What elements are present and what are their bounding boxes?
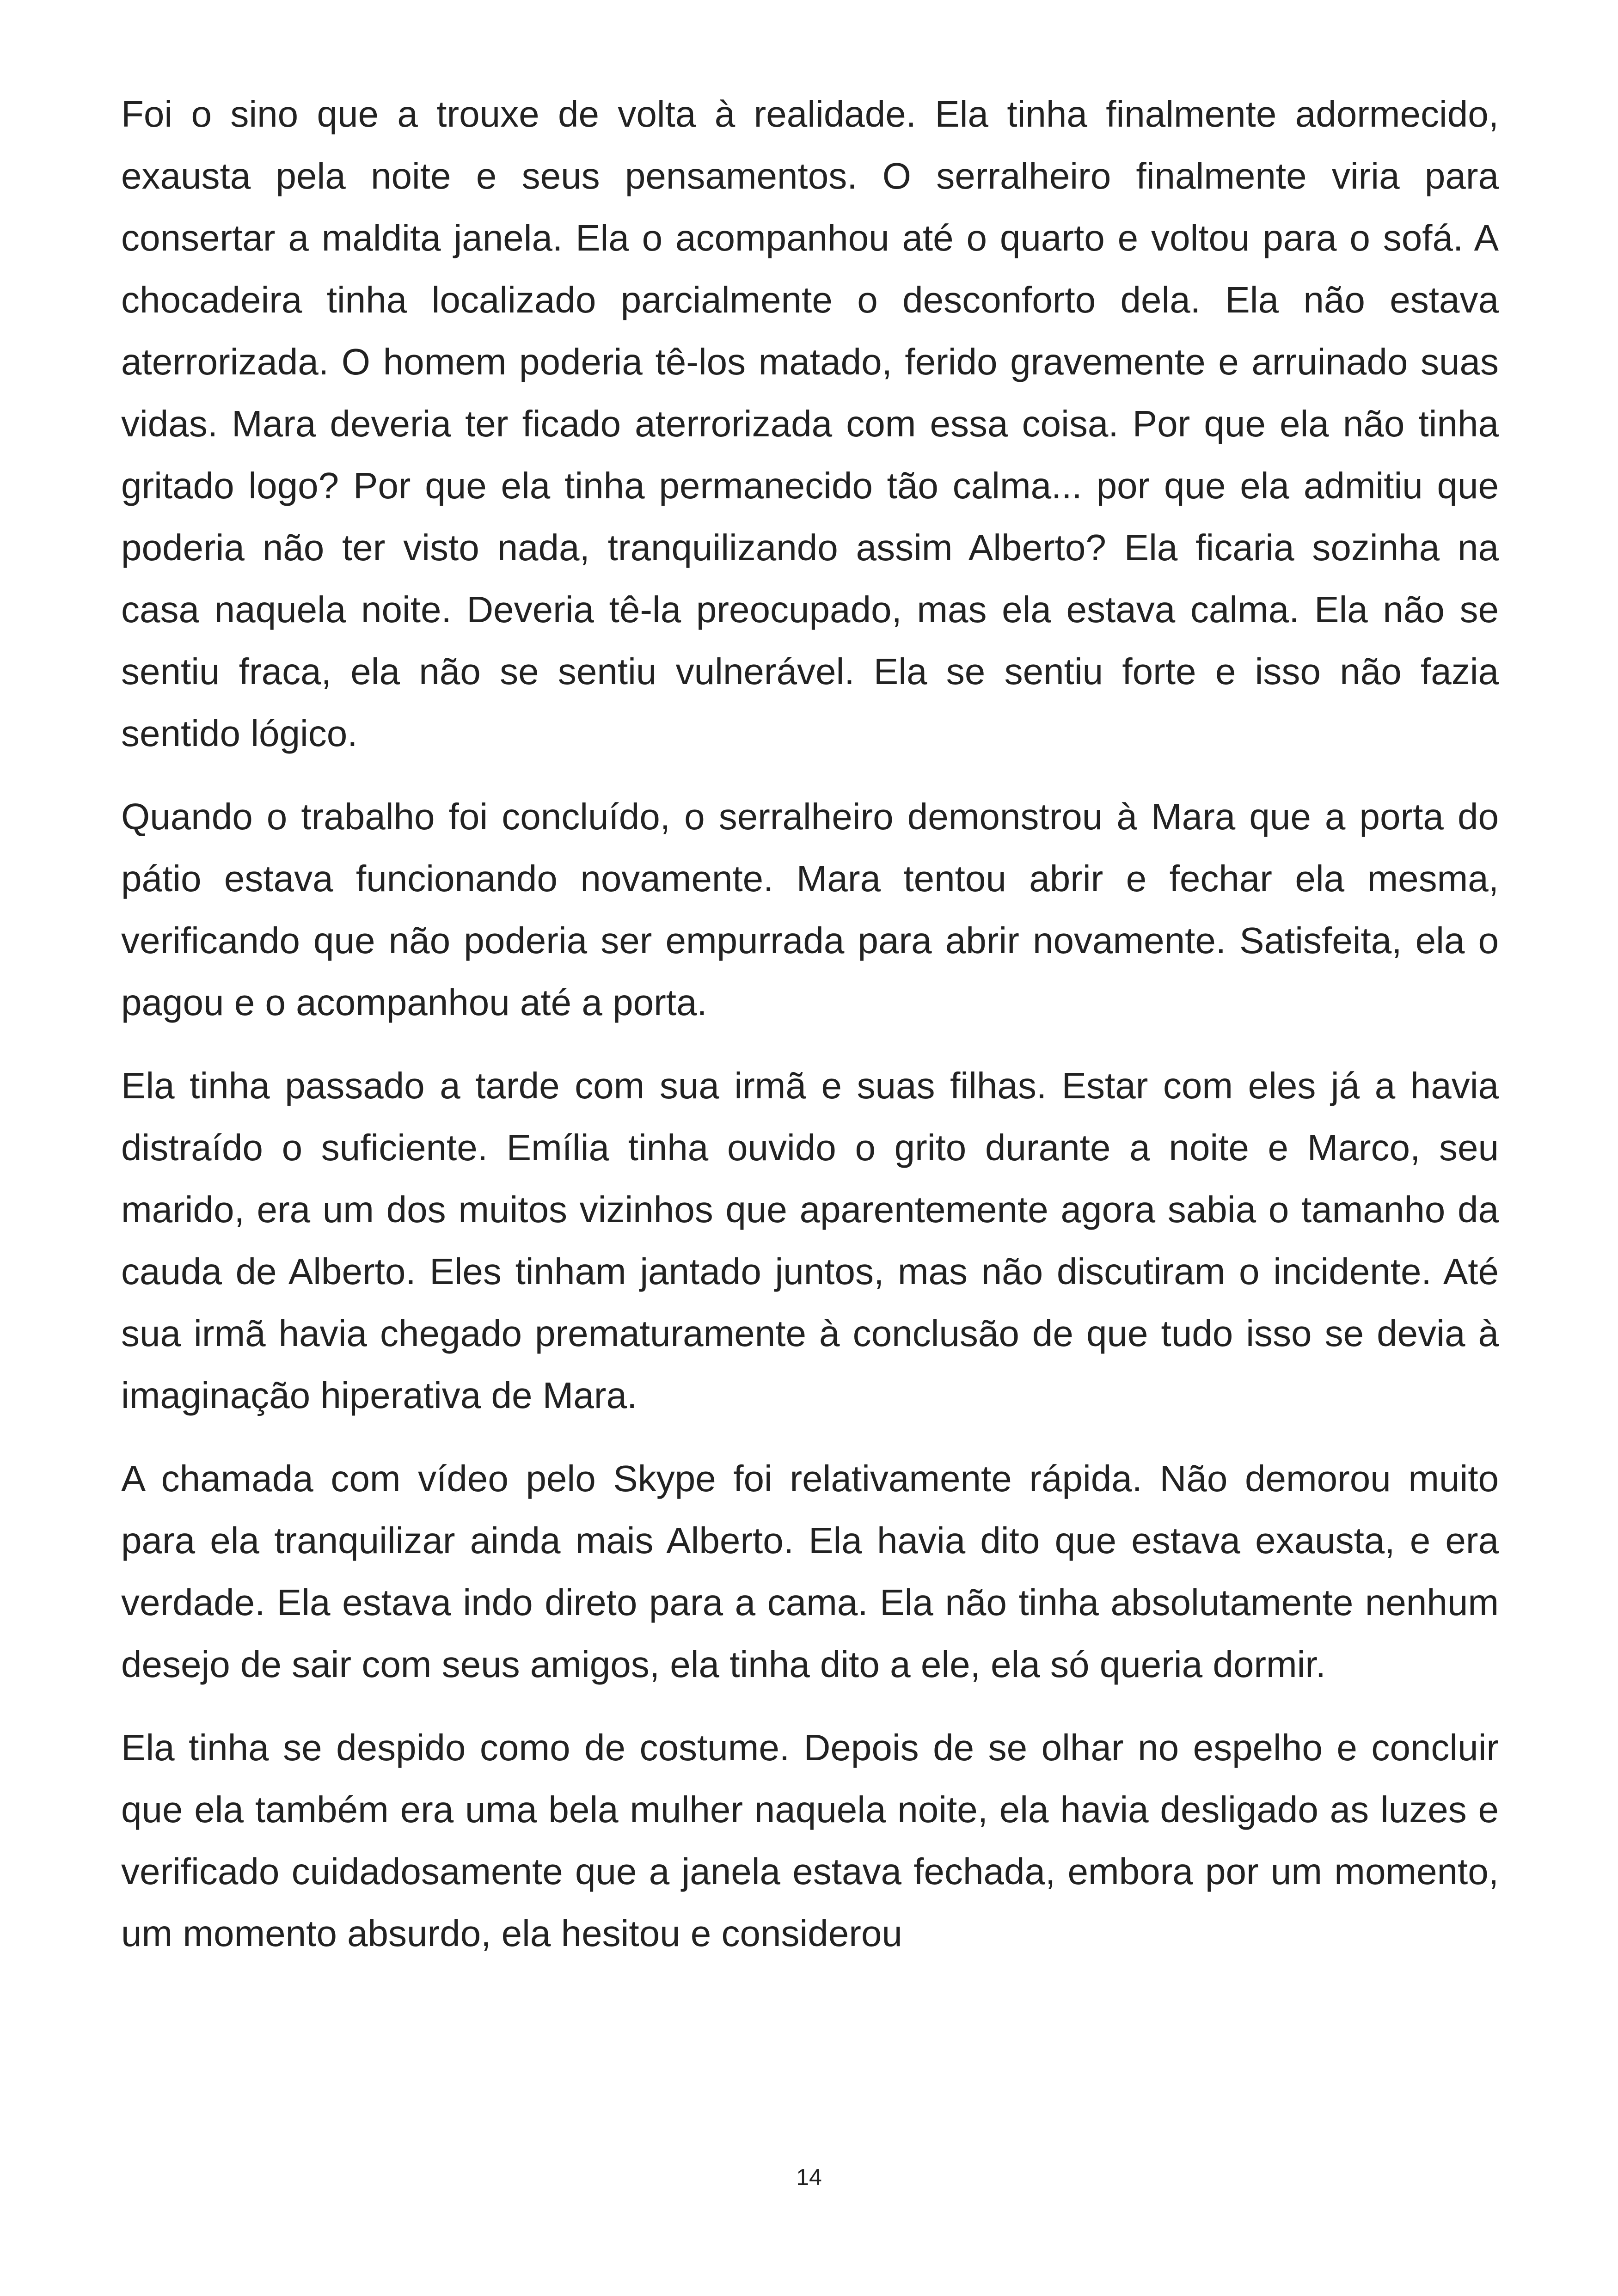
paragraph-4: A chamada com vídeo pelo Skype foi relativamente rápida. Não demorou muito para ela tranquilizar ainda mais Alberto. Ela havia dito que estava exausta, e era verdade. Ela estava indo direto para a cama. Ela não tinha absolutamente nenhum desejo de sair com seus amigos, ela tinha dito a ele, ela só queria dormir. [121,1458,1499,1685]
body-text [121,83,1499,1986]
paragraph-3: Ela tinha passado a tarde com sua irmã e suas filhas. Estar com eles já a havia distraído o suficiente. Emília tinha ouvido o grito durante a noite e Marco, seu marido, era um dos muitos vizinhos que aparentemente agora sabia o tamanho da cauda de Alberto. Eles tinham jantado juntos, mas não discutiram o incidente. Até sua irmã havia chegado prematuramente à conclusão de que tudo isso se devia à imaginação hiperativa de Mara. [121,1065,1499,1416]
paragraph-2: Quando o trabalho foi concluído, o serralheiro demonstrou à Mara que a porta do pátio estava funcionando novamente. Mara tentou abrir e fechar ela mesma, verificando que não poderia ser empurrada para abrir novamente. Satisfeita, ela o pagou e o acompanhou até a porta. [121,796,1499,1023]
page-number: 14 [796,2164,822,2190]
paragraph-5: Ela tinha se despido como de costume. Depois de se olhar no espelho e concluir que ela também era uma bela mulher naquela noite, ela havia desligado as luzes e verificado cuidadosamente que a janela estava fechada, embora por um momento, um momento absurdo, ela hesitou e considerou [121,1727,1499,1954]
paragraph-1: Foi o sino que a trouxe de volta à realidade. Ela tinha finalmente adormecido, exausta pela noite e seus pensamentos. O serralheiro finalmente viria para consertar a maldita janela. Ela o acompanhou até o quarto e voltou para o sofá. A chocadeira tinha localizado parcialmente o desconforto dela. Ela não estava aterrorizada. O homem poderia tê-los matado, ferido gravemente e arruinado suas vidas. Mara deveria ter ficado aterrorizada com essa coisa. Por que ela não tinha gritado logo? Por que ela tinha permanecido tão calma... por que ela admitiu que poderia não ter visto nada, tranquilizando assim Alberto? Ela ficaria sozinha na casa naquela noite. Deveria tê-la preocupado, mas ela estava calma. Ela não se sentiu fraca, ela não se sentiu vulnerável. Ela se sentiu forte e isso não fazia sentido lógico. [121,93,1499,754]
